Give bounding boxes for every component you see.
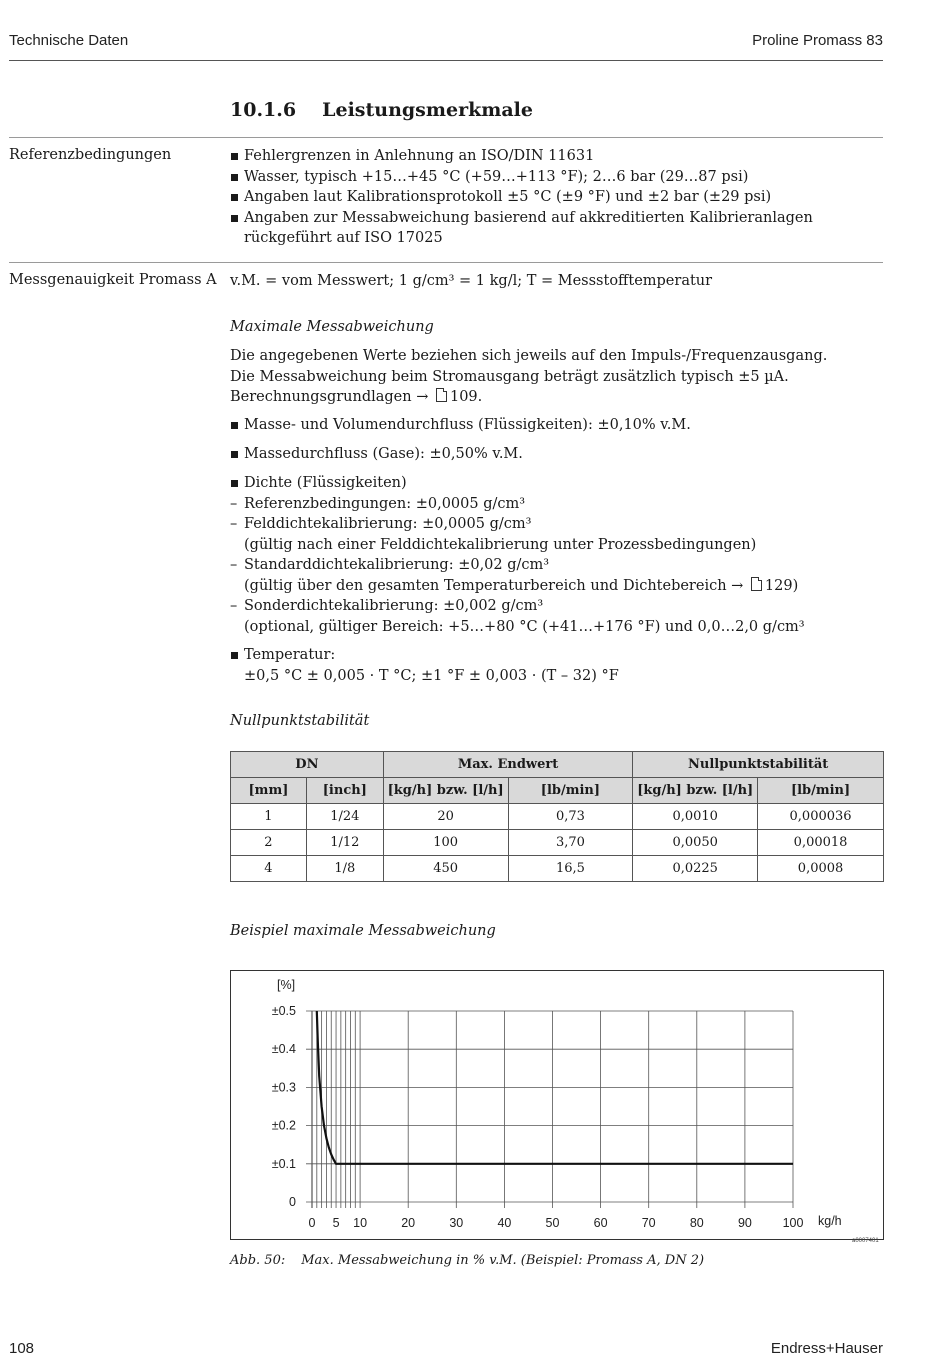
referenz-list: [230, 146, 870, 249]
table-header: [inch]: [306, 778, 383, 804]
table-cell: 1/24: [306, 804, 383, 830]
x-tick-label: 60: [593, 1216, 608, 1230]
section-number: 10.1.6: [230, 99, 297, 121]
list-item: [230, 596, 880, 637]
table-cell: 20: [383, 804, 508, 830]
accuracy-list-temp: [230, 645, 880, 686]
genauigkeit-intro: v.M. = vom Messwert; 1 g/cm³ = 1 kg/l; T = Messstofftemperatur: [230, 273, 713, 289]
table-cell: 100: [383, 830, 508, 856]
dichte-sublist: [230, 494, 880, 638]
x-tick-label: 5: [332, 1216, 340, 1230]
list-item: Wasser, typisch +15…+45 °C (+59…+113 °F); 2…6 bar (29…87 psi): [230, 167, 870, 188]
dichte-title: Dichte (Flüssigkeiten): [244, 475, 407, 491]
table-cell: 0,0225: [633, 856, 758, 882]
table-group-header: Max. Endwert: [383, 752, 633, 778]
table-cell: 0,000036: [758, 804, 884, 830]
paragraph-line: [230, 387, 880, 408]
accuracy-list: [230, 415, 880, 436]
list-item: [230, 645, 880, 686]
reference-text: Berechnungsgrundlagen →: [230, 389, 429, 405]
y-axis-label: [%]: [277, 978, 296, 992]
list-item: Massedurchfluss (Gase): ±0,50% v.M.: [230, 444, 880, 465]
x-tick-label: 40: [497, 1216, 512, 1230]
caption-text: Max. Messabweichung in % v.M. (Beispiel: Promass A, DN 2): [301, 1253, 705, 1268]
table-cell: 3,70: [508, 830, 633, 856]
page-reference-icon: [436, 388, 447, 402]
x-tick-label: 90: [737, 1216, 752, 1230]
table-header: [kg/h] bzw. [l/h]: [383, 778, 508, 804]
table-cell: 0,0050: [633, 830, 758, 856]
x-tick-label: 100: [782, 1216, 804, 1230]
nullpunkt-heading: Nullpunktstabilität: [230, 713, 370, 729]
dichte-std-note: [244, 576, 880, 597]
accuracy-chart: [230, 970, 884, 1240]
section-title: [230, 99, 533, 121]
dichte-std: – Standarddichtekalibrierung: ±0,02 g/cm³: [244, 557, 550, 573]
x-tick-label: 10: [353, 1216, 368, 1230]
caption-label: Abb. 50:: [230, 1253, 286, 1268]
y-tick-label: ±0.3: [271, 1080, 296, 1095]
x-tick-label: 80: [689, 1216, 704, 1230]
section-rule: [9, 137, 883, 138]
figure-caption: [230, 1253, 704, 1268]
y-tick-label: ±0.1: [271, 1156, 296, 1171]
table-row: [231, 830, 884, 856]
accuracy-chart-svg: [231, 971, 883, 1239]
x-axis-label: kg/h: [818, 1214, 842, 1228]
table-cell: 1: [231, 804, 307, 830]
dichte-feld-note: (gültig nach einer Felddichtekalibrierung unter Prozessbedingungen): [244, 536, 757, 553]
list-item: – Referenzbedingungen: ±0,0005 g/cm³: [230, 494, 880, 515]
header-rule: [9, 60, 883, 61]
temp-value: ±0,5 °C ± 0,005 · T °C; ±1 °F ± 0,003 · (T – 32) °F: [244, 667, 619, 684]
footer-page-number: 108: [9, 1340, 35, 1357]
x-tick-label: 30: [449, 1216, 464, 1230]
y-tick-label: ±0.4: [271, 1042, 296, 1057]
table-group-header-row: [231, 752, 884, 778]
section-title-text: Leistungsmerkmale: [322, 99, 533, 121]
y-tick-label: 0: [289, 1195, 296, 1209]
header-left: Technische Daten: [9, 32, 129, 49]
referenz-label: Referenzbedingungen: [9, 147, 172, 163]
x-tick-label: 0: [308, 1216, 316, 1230]
header-right: Proline Promass 83: [752, 32, 883, 49]
table-cell: 1/8: [306, 856, 383, 882]
table-cell: 1/12: [306, 830, 383, 856]
beispiel-heading: Beispiel maximale Messabweichung: [230, 923, 496, 939]
table-header: [mm]: [231, 778, 307, 804]
x-tick-label: 70: [641, 1216, 656, 1230]
dichte-feld: – Felddichtekalibrierung: ±0,0005 g/cm³: [244, 516, 532, 532]
page-reference-link[interactable]: 109.: [449, 389, 483, 405]
referenz-rule: [9, 262, 883, 263]
nullpunkt-table: [230, 751, 884, 882]
list-item: Fehlergrenzen in Anlehnung an ISO/DIN 11631: [230, 146, 870, 167]
table-cell: 2: [231, 830, 307, 856]
page-reference-icon: [751, 577, 762, 591]
list-item: Angaben laut Kalibrationsprotokoll ±5 °C (±9 °F) und ±2 bar (±29 psi): [230, 187, 870, 208]
table-cell: 0,0008: [758, 856, 884, 882]
table-cell: 4: [231, 856, 307, 882]
table-header: [lb/min]: [758, 778, 884, 804]
list-item: Angaben zur Messabweichung basierend auf akkreditierten Kalibrieranlagen rückgeführt auf ISO 17025: [230, 208, 870, 249]
dichte-sonder-note: (optional, gültiger Bereich: +5…+80 °C (+41…+176 °F) und 0,0…2,0 g/cm³: [244, 618, 805, 635]
table-row: [231, 804, 884, 830]
y-tick-label: ±0.2: [271, 1118, 296, 1133]
paragraph-line: Die Messabweichung beim Stromausgang beträgt zusätzlich typisch ±5 µA.: [230, 368, 789, 385]
table-header: [kg/h] bzw. [l/h]: [633, 778, 758, 804]
accuracy-list-gase: [230, 444, 880, 465]
accuracy-list-dichte: [230, 473, 880, 637]
table-group-header: Nullpunktstabilität: [633, 752, 884, 778]
list-item: [230, 473, 880, 637]
x-tick-label: 50: [545, 1216, 560, 1230]
table-cell: 0,0010: [633, 804, 758, 830]
y-tick-label: ±0.5: [271, 1004, 296, 1018]
table-cell: 0,73: [508, 804, 633, 830]
list-item: Masse- und Volumendurchfluss (Flüssigkeiten): ±0,10% v.M.: [230, 415, 880, 436]
reference-text: (gültig über den gesamten Temperaturbereich und Dichtebereich →: [244, 577, 744, 594]
table-header-row: [231, 778, 884, 804]
table-header: [lb/min]: [508, 778, 633, 804]
image-code: a0007401: [852, 1238, 879, 1244]
paragraph-line: Die angegebenen Werte beziehen sich jeweils auf den Impuls-/Frequenzausgang.: [230, 348, 828, 364]
page-reference-link[interactable]: 129): [764, 577, 799, 594]
max-abweichung-text: [230, 346, 880, 408]
table-group-header: DN: [231, 752, 384, 778]
x-tick-label: 20: [401, 1216, 416, 1230]
footer-brand: Endress+Hauser: [770, 1340, 883, 1357]
table-cell: 0,00018: [758, 830, 884, 856]
table-row: [231, 856, 884, 882]
table-cell: 450: [383, 856, 508, 882]
max-abweichung-heading: Maximale Messabweichung: [230, 319, 434, 335]
list-item: [230, 555, 880, 596]
list-item: [230, 514, 880, 555]
table-cell: 16,5: [508, 856, 633, 882]
dichte-sonder: – Sonderdichtekalibrierung: ±0,002 g/cm³: [244, 598, 544, 614]
temp-title: Temperatur:: [244, 647, 336, 663]
genauigkeit-label: Messgenauigkeit Promass A: [9, 272, 217, 288]
